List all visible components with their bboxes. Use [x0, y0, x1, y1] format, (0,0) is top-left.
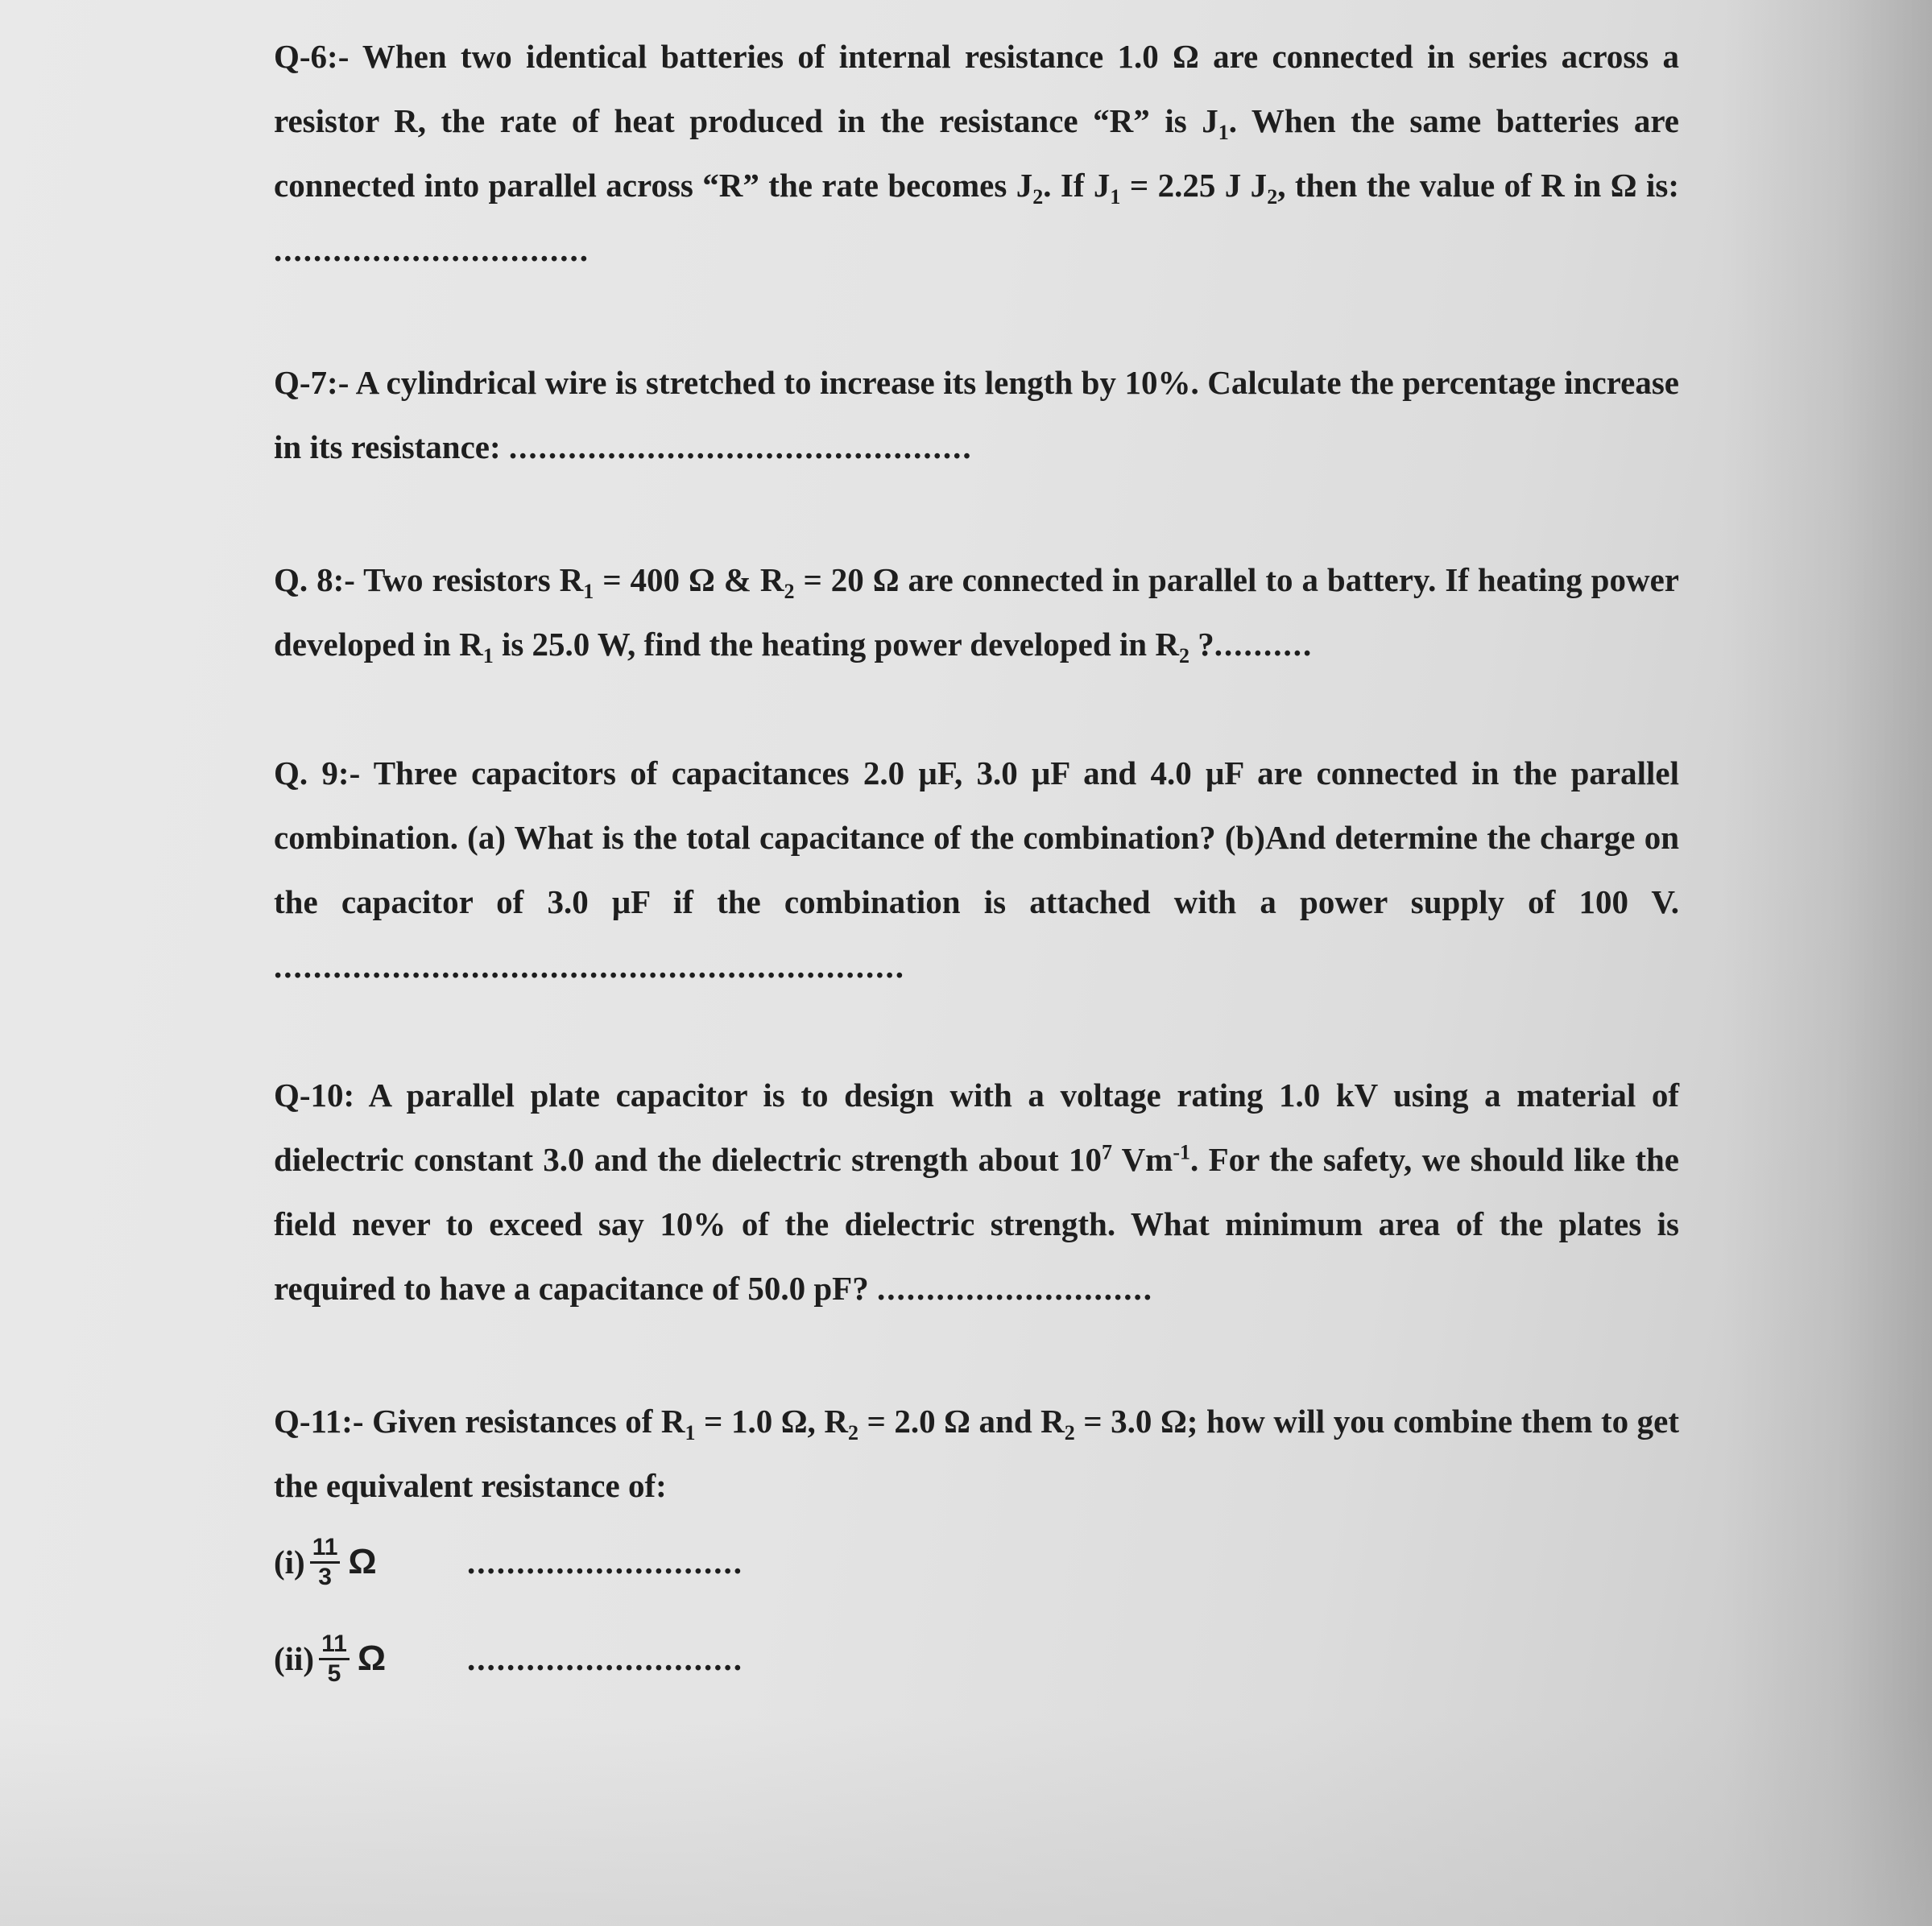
- superscript: -1: [1173, 1140, 1191, 1164]
- answer-line[interactable]: ................................: [274, 231, 590, 268]
- question-label: Q. 9:-: [274, 754, 361, 791]
- question-text: When two identical batteries of internal resistance 1.0 Ω are connected in series across a resistor R, the rate of heat produced in the resistance “R” is J: [274, 38, 1679, 139]
- subscript: 2: [784, 580, 795, 604]
- superscript: 7: [1102, 1140, 1113, 1164]
- question-text: = 2.25 J J: [1120, 167, 1268, 204]
- answer-line[interactable]: ............................: [467, 1640, 743, 1677]
- question-text: , then the value of R in Ω is:: [1277, 167, 1680, 204]
- question-11: [274, 1389, 1679, 1518]
- numerator: 11: [319, 1630, 350, 1660]
- ohm-unit: Ω: [357, 1639, 387, 1678]
- option-label: (ii): [274, 1640, 315, 1677]
- question-7: [274, 350, 1679, 479]
- answer-line[interactable]: ............................: [467, 1544, 743, 1581]
- question-text: ?: [1189, 626, 1214, 663]
- subscript: 1: [583, 580, 594, 604]
- question-text: = 400 Ω & R: [594, 561, 784, 598]
- question-text: is 25.0 W, find the heating power developed in R: [493, 626, 1179, 663]
- question-text: Given resistances of R: [363, 1403, 685, 1440]
- question-6: [274, 24, 1679, 282]
- subscript: 2: [1267, 185, 1278, 209]
- page-curl-shadow: [1723, 0, 1932, 1926]
- subscript: 2: [1178, 644, 1189, 668]
- subscript: 1: [1218, 121, 1229, 145]
- page-bottom-shadow: [0, 1717, 1932, 1926]
- subscript: 2: [847, 1421, 858, 1445]
- subscript: 2: [1064, 1421, 1075, 1445]
- subscript: 2: [1032, 185, 1044, 209]
- option-ii: [274, 1614, 743, 1703]
- question-text: A parallel plate capacitor is to design with a voltage rating 1.0 kV using a material of dielectric constant 3.0 and the dielectric strength about 10: [274, 1077, 1679, 1178]
- question-text: . When the same batteries are connected into parallel across “R” the rate becomes J: [274, 102, 1679, 204]
- option-label: (i): [274, 1544, 305, 1581]
- question-10: [274, 1063, 1679, 1321]
- fraction: [310, 1534, 341, 1591]
- answer-line[interactable]: ............................: [876, 1270, 1153, 1307]
- subscript: 1: [482, 644, 494, 668]
- answer-line[interactable]: ..........: [1214, 626, 1314, 663]
- question-8: [274, 548, 1679, 676]
- question-text: = 20 Ω are connected in parallel to a battery. If heating power developed in R: [274, 561, 1679, 663]
- option-i: [274, 1518, 743, 1606]
- ohm-unit: Ω: [348, 1542, 377, 1581]
- denominator: 5: [327, 1659, 341, 1687]
- question-text: = 2.0 Ω and R: [858, 1403, 1065, 1440]
- question-text: . If J: [1043, 167, 1111, 204]
- question-text: Vm: [1112, 1141, 1173, 1178]
- question-label: Q-11:-: [274, 1403, 364, 1440]
- question-text: . For the safety, we should like the field never to exceed say 10% of the dielectric strength. What minimum area of the plates is required to have a capacitance of 50.0 pF?: [274, 1141, 1679, 1307]
- answer-line[interactable]: ................................................................: [274, 948, 905, 985]
- answer-line[interactable]: ...............................................: [508, 428, 973, 465]
- question-label: Q-7:-: [274, 364, 350, 401]
- question-text: = 3.0 Ω; how will you combine them to get the equivalent resistance of:: [274, 1403, 1680, 1504]
- numerator: 11: [310, 1534, 341, 1564]
- subscript: 1: [1110, 185, 1121, 209]
- question-9: [274, 741, 1679, 998]
- subscript: 1: [685, 1421, 696, 1445]
- denominator: 3: [318, 1563, 332, 1590]
- question-text: = 1.0 Ω, R: [695, 1403, 848, 1440]
- question-label: Q. 8:-: [274, 561, 355, 598]
- question-label: Q-10:: [274, 1077, 355, 1114]
- fraction: [319, 1630, 350, 1688]
- question-text: Three capacitors of capacitances 2.0 μF, 3.0 μF and 4.0 μF are connected in the parallel combination. (a) What is the total capacitance of the combination? (b)And determine the charge on the capacitor of 3.0 μF if the combination is attached with a power supply of 100 V.: [274, 754, 1679, 920]
- question-text: Two resistors R: [354, 561, 584, 598]
- question-text: A cylindrical wire is stretched to increase its length by 10%. Calculate the percentage increase in its resistance:: [274, 364, 1679, 465]
- question-label: Q-6:-: [274, 38, 350, 75]
